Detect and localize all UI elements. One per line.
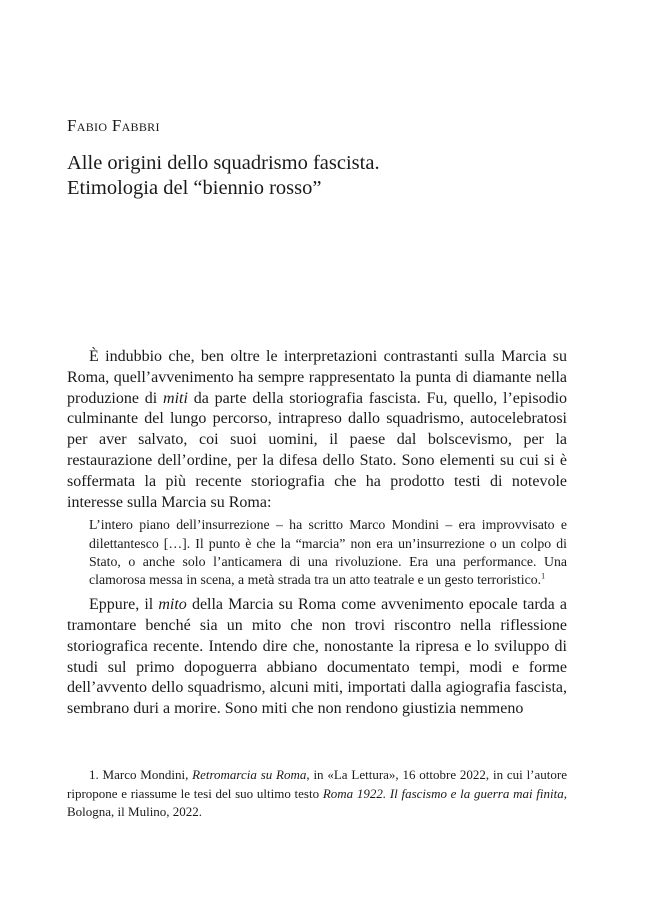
- author-name: Fabio Fabbri: [67, 116, 160, 135]
- paragraph-2-italic: mito: [158, 596, 187, 614]
- paragraph-1-text-b: da parte della storiografia fascista. Fu, quello, l’episodio culminante del lungo percorso, intrapreso dallo squadrismo, autocelebratosi per aver salvato, coi suoi uomini, il paese dal bolscevismo, per la restaurazione dell’ordine, per la difesa dello Stato. Sono elementi su cui si è soffermata la più recente storiografia che ha prodotto testi di notevole interesse sulla Marcia su Roma:: [67, 389, 568, 511]
- paragraph-1-italic: miti: [163, 389, 188, 407]
- article-body: [67, 347, 567, 720]
- footnote-text-b: , in «La Lettura», 16 ottobre 2022, in cui l’autore ripropone e riassume le tesi del suo ultimo testo: [67, 767, 567, 801]
- paragraph-2-text-a: Eppure, il: [89, 596, 159, 614]
- footnote: [67, 766, 567, 822]
- title-line-1: Alle origini dello squadrismo fascista.: [67, 152, 380, 174]
- footnote-ref[interactable]: 1: [541, 571, 546, 581]
- footnote-italic-b: Roma 1922. Il fascismo e la guerra mai finita: [322, 785, 564, 801]
- footnote-text-c: , Bologna, il Mulino, 2022.: [67, 785, 567, 819]
- footnote-text-a: 1. Marco Mondini,: [89, 767, 193, 782]
- quote-text: L’intero piano dell’insurrezione – ha scritto Marco Mondini – era improvvisato e dilettantesco […]. Il punto è che la “marcia” non era un’insurrezione o un colpo di Stato, o anche solo l’anticamera di una rivoluzione. Era una performance. Una clamorosa messa in scena, a metà strada tra un atto teatrale e un gesto terroristico.: [89, 517, 567, 587]
- title-line-2: Etimologia del “biennio rosso”: [67, 177, 322, 199]
- paragraph-2: [67, 595, 567, 720]
- paragraph-2-text-b: della Marcia su Roma come avvenimento epocale tarda a tramontare benché sia un mito che non trovi riscontro nella riflessione storiografica recente. Intendo dire che, nonostante la ripresa e lo sviluppo di studi sul primo dopoguerra abbiano documentato tempi, modi e forme dell’avvento dello squadrismo, alcuni miti, importati dalla agiografia fascista, sembrano duri a morire. Sono miti che non rendono giustizia nemmeno: [67, 596, 568, 718]
- block-quote: [89, 516, 567, 589]
- paragraph-1-text-a: È indubbio che, ben oltre le interpretazioni contrastanti sulla Marcia su Roma, quell’avvenimento ha sempre rappresentato la punta di diamante nella produzione di: [67, 348, 567, 407]
- article-title: [67, 151, 587, 201]
- paragraph-1: [67, 347, 567, 513]
- footnote-italic-a: Retromarcia su Roma: [192, 767, 307, 782]
